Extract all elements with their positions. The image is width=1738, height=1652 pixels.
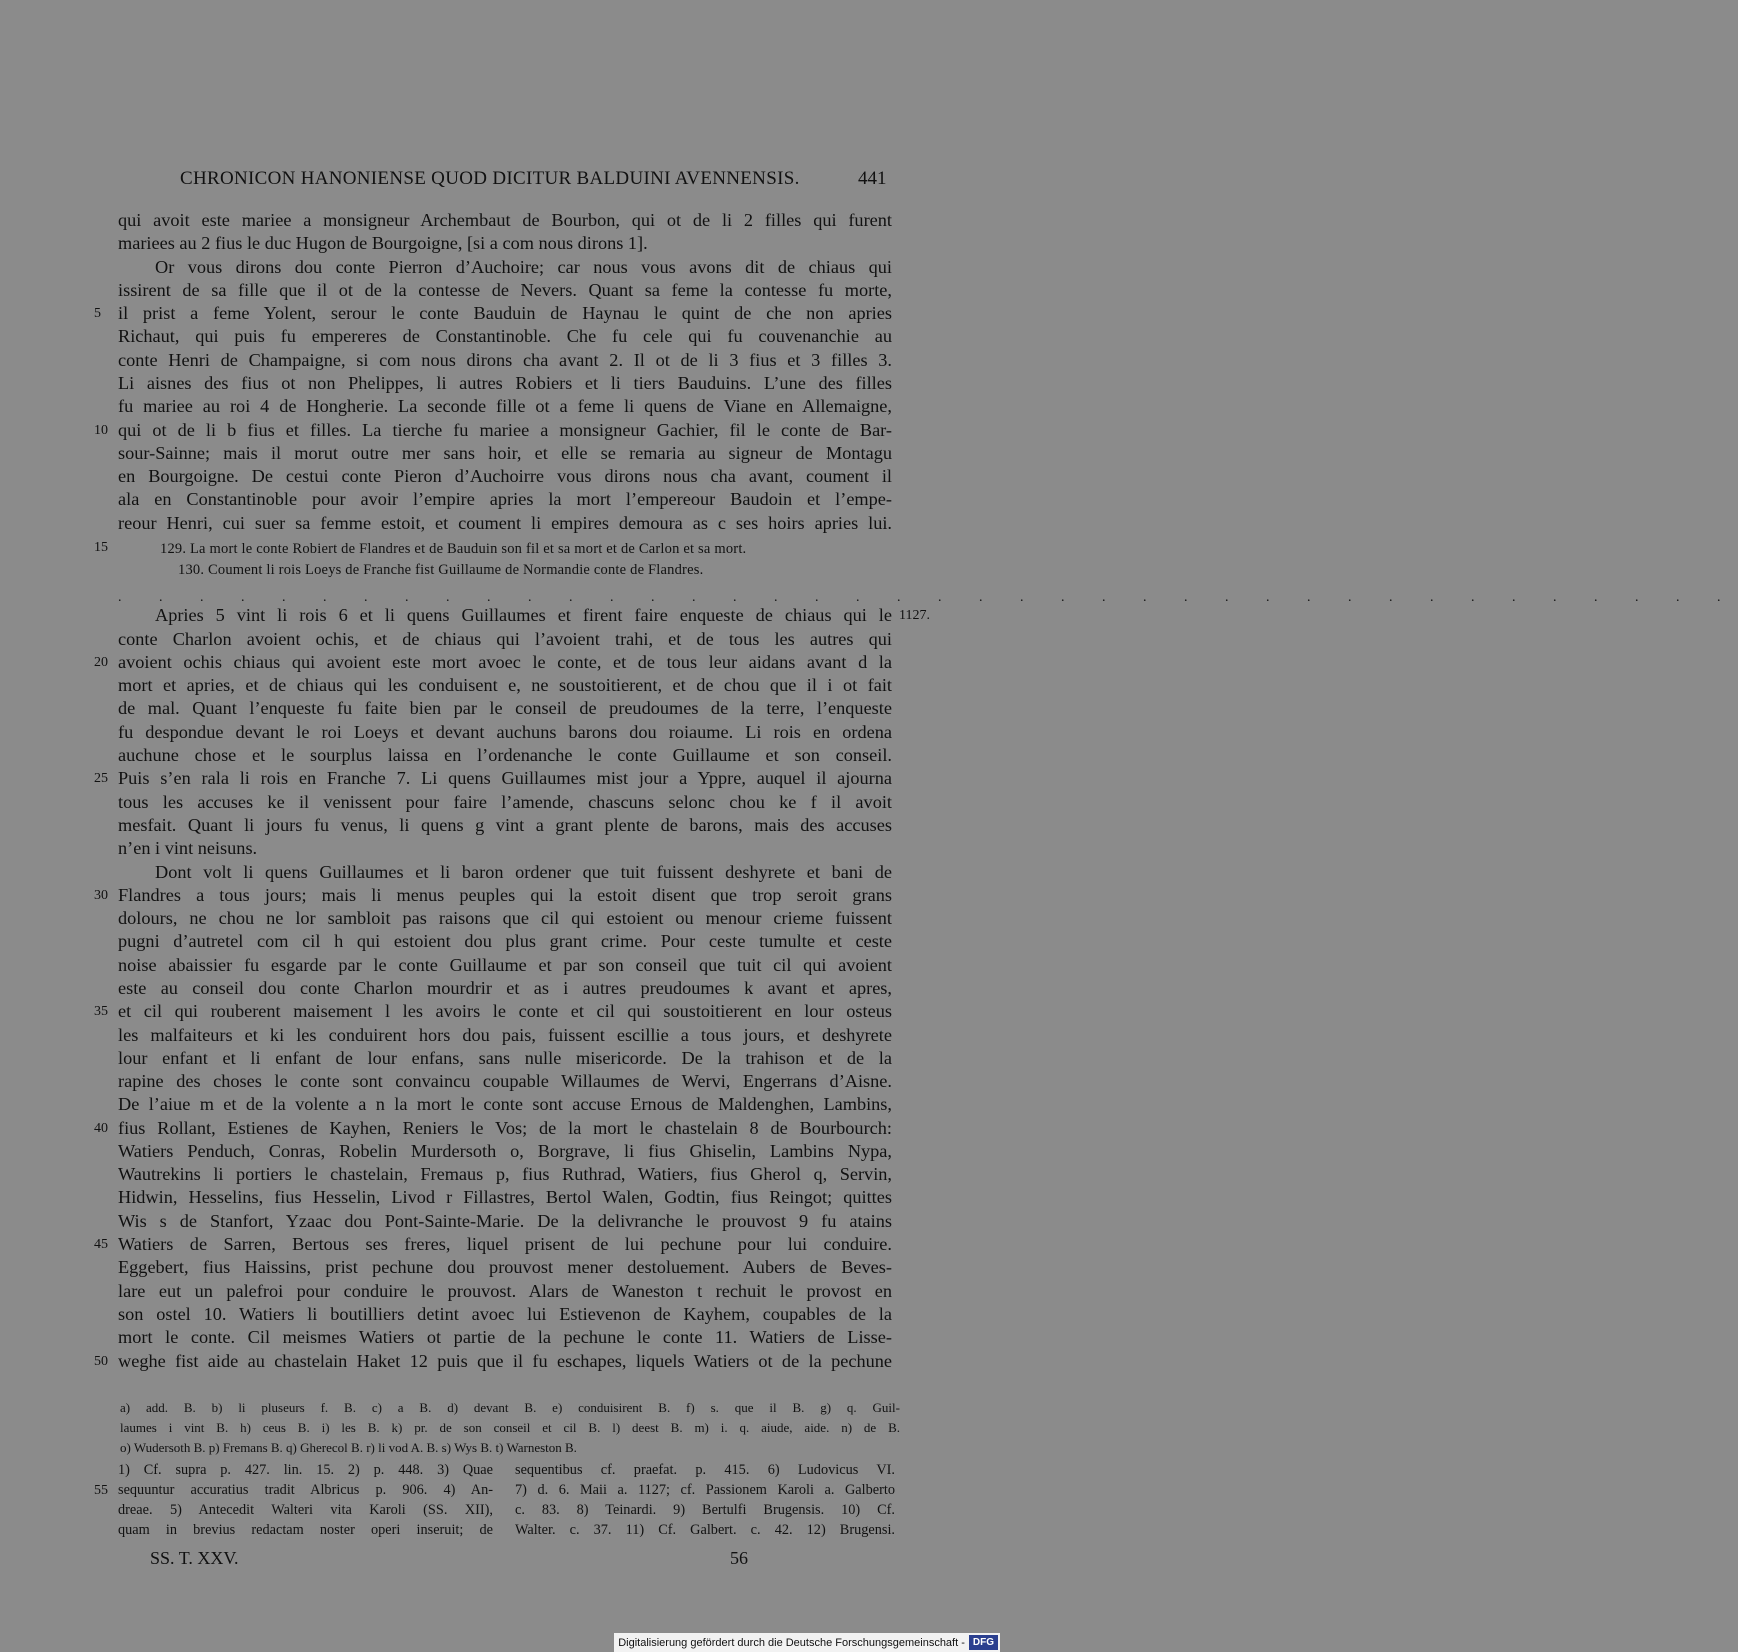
running-title: CHRONICON HANONIENSE QUOD DICITUR BALDUINI AVENNENSIS. — [180, 168, 800, 189]
text-line: este au conseil dou conte Charlon mourdrir et as i autres preudoumes k avant et apres, — [118, 978, 892, 998]
folio-number: 56 — [730, 1548, 748, 1568]
rubric-129: 129. La mort le conte Robiert de Flandres et de Bauduin son fil et sa mort et de Carlon et sa mort. — [160, 541, 747, 557]
text-line: Wautrekins li portiers le chastelain, Fremaus p, fius Ruthrad, Watiers, fius Gherol q, Servin, — [118, 1164, 892, 1184]
text-line: lare eut un palefroi pour conduire le prouvost. Alars de Waneston t rechuit le provost en — [118, 1281, 892, 1301]
text-line: fu mariee au roi 4 de Hongherie. La seconde fille ot a feme li quens de Viane en Allemaigne, — [118, 396, 892, 416]
text-line: Li aisnes des fius ot non Phelippes, li autres Robiers et li tiers Bauduins. L’une des filles — [118, 373, 892, 393]
text-line: Or vous dirons dou conte Pierron d’Auchoire; car nous vous avons dit de chiaus qui — [155, 257, 892, 277]
line-number: 25 — [94, 771, 108, 786]
text-line: pugni d’autretel com cil h qui estoient dou plus grant crime. Pour ceste tumulte et ceste — [118, 931, 892, 951]
line-number: 20 — [94, 655, 108, 670]
text-line: Apries 5 vint li rois 6 et li quens Guillaumes et firent faire enqueste de chiaus qui le — [155, 605, 892, 625]
line-number: 35 — [94, 1004, 108, 1019]
text-line: il prist a feme Yolent, serour le conte Bauduin de Haynau le quint de che non apries — [118, 303, 892, 323]
text-line: lour enfant et li enfant de lour enfans, sans nulle misericorde. De la trahison et de la — [118, 1048, 892, 1068]
funding-notice: Digitalisierung gefördert durch die Deutsche Forschungsgemeinschaft - — [618, 1636, 965, 1649]
text-line: auchune chose et le sourplus laissa en l’ordenanche le conte Guillaume et son conseil. — [118, 745, 892, 765]
text-line: sour-Sainne; mais il morut outre mer sans hoir, et elle se remaria au signeur de Montagu — [118, 443, 892, 463]
text-line: avoient ochis chiaus qui avoient este mort avoec le conte, et de tous leur aidans avant d la — [118, 652, 892, 672]
text-line: issirent de sa fille que il ot de la contesse de Nevers. Quant sa feme la contesse fu morte, — [118, 280, 892, 300]
text-line: mesfait. Quant li jours fu venus, li quens g vint a grant plente de barons, mais des accuses — [118, 815, 892, 835]
text-line: Watiers Penduch, Conras, Robelin Murdersoth o, Borgrave, li fius Ghiselin, Lambins Nypa, — [118, 1141, 892, 1161]
line-number: 30 — [94, 888, 108, 903]
footnote-line: sequuntur accuratius tradit Albricus p. 906. 4) An- — [118, 1482, 493, 1498]
margin-year: 1127. — [899, 608, 930, 623]
text-line: tous les accuses ke il venissent pour faire l’amende, chascuns selonc chou ke f il avoit — [118, 792, 892, 812]
omission-dots: . . . . . . . . . . . . . . . . . . . . . . . . . . . . . . . . . . . . . . . . — [118, 590, 1738, 605]
text-line: mort et apries, et de chiaus qui les conduisent e, ne soustoitierent, et de chou que il i ot fait — [118, 675, 892, 695]
text-line: weghe fist aide au chastelain Haket 12 puis que il fu eschapes, liquels Watiers ot de la pechune — [118, 1351, 892, 1371]
text-line: n’en i vint neisuns. — [118, 838, 258, 858]
line-number: 10 — [94, 423, 108, 438]
variant-note-line: o) Wudersoth B. p) Fremans B. q) Gherecol B. r) li vod A. B. s) Wys B. t) Warneston B. — [120, 1440, 577, 1455]
footnote-line: dreae. 5) Antecedit Walteri vita Karoli (SS. XII), — [118, 1502, 493, 1518]
line-number: 55 — [94, 1483, 108, 1498]
text-line: Dont volt li quens Guillaumes et li baron ordener que tuit fuissent deshyrete et bani de — [155, 862, 892, 882]
line-number: 45 — [94, 1237, 108, 1252]
text-line: son ostel 10. Watiers li boutilliers detint avoec lui Estievenon de Kayhem, coupables de la — [118, 1304, 892, 1324]
text-line: de mal. Quant l’enqueste fu faite bien par le conseil de preudoumes de la terre, l’enqueste — [118, 698, 892, 718]
text-line: Eggebert, fius Haissins, prist pechune dou prouvost mener destoluement. Aubers de Beves- — [118, 1257, 892, 1277]
dfg-logo: DFG — [969, 1635, 998, 1650]
footnote-line: c. 83. 8) Teinardi. 9) Bertulfi Brugensis. 10) Cf. — [515, 1502, 895, 1518]
text-line: conte Henri de Champaigne, si com nous dirons cha avant 2. Il ot de li 3 fius et 3 filles 3. — [118, 350, 892, 370]
text-line: en Bourgoigne. De cestui conte Pieron d’Auchoirre vous dirons nous cha avant, coument il — [118, 466, 892, 486]
footnote-line: quam in brevius redactam noster operi inseruit; de — [118, 1522, 493, 1538]
text-line: reour Henri, cui suer sa femme estoit, et coument li empires demoura as c ses hoirs apries lui. — [118, 513, 892, 533]
text-line: fu despondue devant le roi Loeys et devant auchuns barons dou roiaume. Li rois en ordena — [118, 722, 892, 742]
text-line: mariees au 2 fius le duc Hugon de Bourgoigne, [si a com nous dirons 1]. — [118, 233, 648, 253]
text-line: rapine des choses le conte sont convaincu coupable Willaumes de Wervi, Engerrans d’Aisne. — [118, 1071, 892, 1091]
footnote-line: sequentibus cf. praefat. p. 415. 6) Ludovicus VI. — [515, 1462, 895, 1478]
text-line: qui avoit este mariee a monsigneur Archembaut de Bourbon, qui ot de li 2 filles qui furent — [118, 210, 892, 230]
text-line: Watiers de Sarren, Bertous ses freres, liquel prisent de lui pechune pour lui conduire. — [118, 1234, 892, 1254]
text-line: qui ot de li b fius et filles. La tierche fu mariee a monsigneur Gachier, fil le conte de Bar- — [118, 420, 892, 440]
line-number: 40 — [94, 1121, 108, 1136]
text-line: mort le conte. Cil meismes Watiers ot partie de la pechune le conte 11. Watiers de Lisse- — [118, 1327, 892, 1347]
text-line: ala en Constantinoble pour avoir l’empire apries la mort l’empereour Baudoin et l’empe- — [118, 489, 892, 509]
text-line: et cil qui rouberent maisement l les avoirs le conte et cil qui soustoitierent en lour osteus — [118, 1001, 892, 1021]
text-line: Wis s de Stanfort, Yzaac dou Pont-Sainte-Marie. De la delivranche le prouvost 9 fu atains — [118, 1211, 892, 1231]
footnote-line: 1) Cf. supra p. 427. lin. 15. 2) p. 448. 3) Quae — [118, 1462, 493, 1478]
text-line: noise abaissier fu esgarde par le conte Guillaume et par son conseil que tuit cil qui avoient — [118, 955, 892, 975]
text-line: De l’aiue m et de la volente a n la mort le conte sont accuse Ernous de Maldenghen, Lambins, — [118, 1094, 892, 1114]
rubric-130: 130. Coument li rois Loeys de Franche fist Guillaume de Normandie conte de Flandres. — [178, 562, 704, 578]
variant-note-line: a) add. B. b) li pluseurs f. B. c) a B. d) devant B. e) conduisirent B. f) s. que il B. g) q. Guil- — [120, 1400, 900, 1415]
text-line: Puis s’en rala li rois en Franche 7. Li quens Guillaumes mist jour a Yppre, auquel il ajourna — [118, 768, 892, 788]
line-number: 15 — [94, 540, 108, 555]
text-line: dolours, ne chou ne lor sambloit pas raisons que cil qui estoient ou menour crieme fuissent — [118, 908, 892, 928]
text-line: Richaut, qui puis fu empereres de Constantinoble. Che fu cele qui fu couvenanchie au — [118, 326, 892, 346]
text-line: conte Charlon avoient ochis, et de chiaus qui l’avoient trahi, et de tous les autres qui — [118, 629, 892, 649]
text-line: fius Rollant, Estienes de Kayhen, Reniers le Vos; de la mort le chastelain 8 de Bourbourch: — [118, 1118, 892, 1138]
text-line: Hidwin, Hesselins, fius Hesselin, Livod r Fillastres, Bertol Walen, Godtin, fius Reingot; quittes — [118, 1187, 892, 1207]
page-number: 441 — [858, 168, 887, 189]
variant-note-line: laumes i vint B. h) ceus B. i) les B. k) pr. de son conseil et cil B. l) deest B. m) i. q. aiude, aide. n) de B. — [120, 1420, 900, 1435]
digitization-footer — [614, 1633, 1000, 1652]
signature-mark: SS. T. XXV. — [150, 1548, 239, 1568]
text-line: les malfaiteurs et ki les conduirent hors dou pais, fuissent escillie a tous jours, et deshyrete — [118, 1025, 892, 1045]
text-line: Flandres a tous jours; mais li menus peuples qui la estoit disent que trop seroit grans — [118, 885, 892, 905]
line-number: 50 — [94, 1354, 108, 1369]
footnote-line: Walter. c. 37. 11) Cf. Galbert. c. 42. 12) Brugensi. — [515, 1522, 895, 1538]
footnote-line: 7) d. 6. Maii a. 1127; cf. Passionem Karoli a. Galberto — [515, 1482, 895, 1498]
line-number: 5 — [94, 306, 101, 321]
